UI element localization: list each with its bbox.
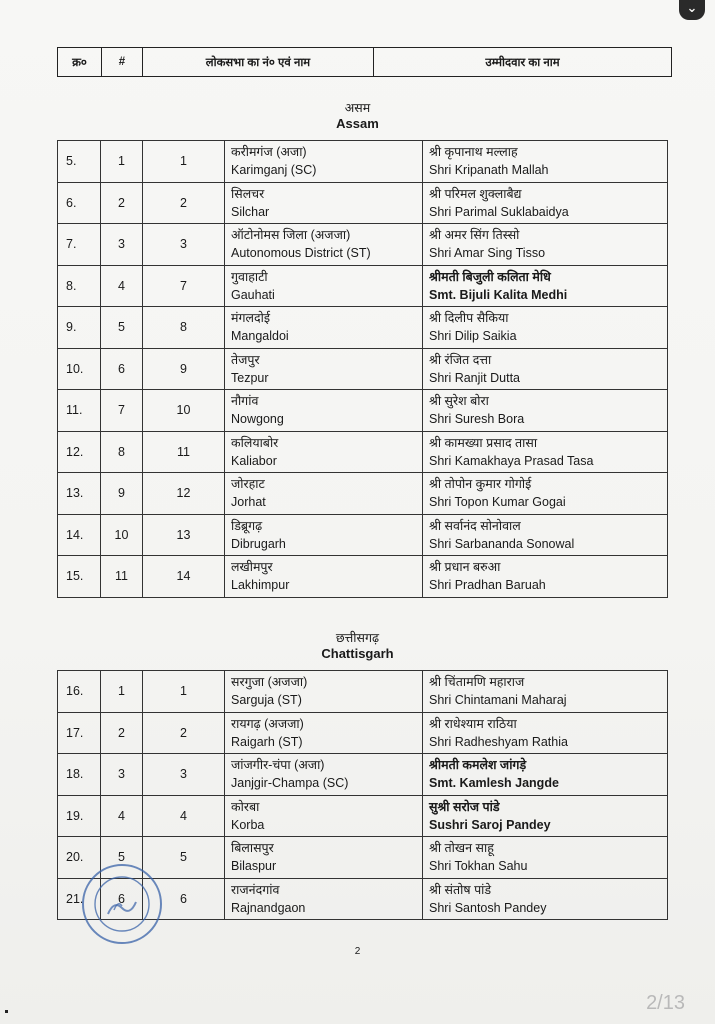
serial-number: 6. <box>66 195 77 210</box>
pc-number: 3 <box>180 767 187 782</box>
serial-number: 7. <box>66 237 77 252</box>
constituency-name-english: Korba <box>231 817 265 832</box>
constituency-name-hindi: ऑटोनोमस जिला (अजजा) <box>231 228 351 243</box>
table-row <box>58 182 668 224</box>
serial-number: 12. <box>66 444 84 459</box>
candidate-name-english: Smt. Kamlesh Jangde <box>429 776 559 791</box>
candidate-name-english: Shri Amar Sing Tisso <box>429 246 546 261</box>
table-row <box>58 795 668 837</box>
serial-number: 9. <box>66 320 77 335</box>
scan-mark <box>5 1010 8 1013</box>
candidate-name-hindi: श्री राधेश्याम राठिया <box>429 716 517 731</box>
candidate-name-english: Shri Kamakhaya Prasad Tasa <box>429 453 594 468</box>
constituency-name-hindi: रायगढ़ (अजजा) <box>231 716 304 731</box>
candidate-name-english: Shri Tokhan Sahu <box>429 859 528 874</box>
pc-number: 6 <box>180 891 187 906</box>
candidate-name-english: Sushri Saroj Pandey <box>429 817 551 832</box>
constituency-name-hindi: नौगांव <box>231 394 259 409</box>
constituency-name-english: Bilaspur <box>231 859 277 874</box>
state-index: 10 <box>114 527 129 542</box>
constituency-name-hindi: जांजगीर-चंपा (अजा) <box>231 758 325 773</box>
candidate-cell <box>423 754 668 796</box>
candidate-name-hindi: श्री सुरेश बोरा <box>429 394 489 409</box>
constituency-name-english: Kaliabor <box>231 453 277 468</box>
state-index-cell <box>101 795 143 837</box>
serial-number: 14. <box>66 527 84 542</box>
serial-number: 20. <box>66 850 84 865</box>
constituency-name-english: Nowgong <box>231 412 284 427</box>
constituency-name-hindi: बिलासपुर <box>231 841 274 856</box>
state-index-cell <box>101 473 143 515</box>
table-row <box>58 712 668 754</box>
candidate-name-hindi: श्री प्रधान बरुआ <box>429 560 501 575</box>
page-counter: 2/13 <box>646 992 685 1014</box>
constituency-cell <box>225 348 423 390</box>
section-title-hindi: असम <box>344 101 371 115</box>
constituency-name-english: Sarguja (ST) <box>231 693 302 708</box>
state-index: 7 <box>118 403 125 418</box>
state-index-cell <box>101 556 143 598</box>
constituency-name-hindi: राजनंदगांव <box>231 882 280 897</box>
candidate-name-hindi: श्री दिलीप सैकिया <box>429 311 509 326</box>
constituency-name-english: Rajnandgaon <box>231 900 306 915</box>
constituency-cell <box>225 556 423 598</box>
constituency-cell <box>225 224 423 266</box>
candidate-cell <box>423 837 668 879</box>
candidate-cell <box>423 431 668 473</box>
candidate-cell <box>423 514 668 556</box>
candidate-table-assam <box>57 140 668 598</box>
pc-number: 11 <box>177 444 190 459</box>
constituency-name-english: Mangaldoi <box>231 329 289 344</box>
state-index-cell <box>101 224 143 266</box>
state-index: 6 <box>118 361 125 376</box>
candidate-name-hindi: श्रीमती बिजुली कलिता मेधि <box>429 269 551 284</box>
state-index: 4 <box>118 278 125 293</box>
state-index: 8 <box>118 444 125 459</box>
candidate-name-hindi: श्री अमर सिंग तिस्सो <box>429 228 520 243</box>
candidate-name-english: Shri Radheshyam Rathia <box>429 734 568 749</box>
serial-number: 18. <box>66 767 84 782</box>
serial-cell <box>58 182 101 224</box>
serial-cell <box>58 473 101 515</box>
pc-number: 1 <box>180 154 187 169</box>
candidate-cell <box>423 671 668 713</box>
serial-cell <box>58 265 101 307</box>
candidate-cell <box>423 878 668 920</box>
pc-number: 12 <box>176 486 191 501</box>
constituency-cell <box>225 473 423 515</box>
candidate-name-english: Shri Topon Kumar Gogai <box>429 495 566 510</box>
constituency-name-hindi: कोरबा <box>231 799 260 814</box>
candidate-cell <box>423 390 668 432</box>
constituency-cell <box>225 878 423 920</box>
table-row <box>58 224 668 266</box>
constituency-name-hindi: डिब्रूगढ़ <box>231 518 263 533</box>
constituency-cell <box>225 141 423 183</box>
constituency-name-english: Janjgir-Champa (SC) <box>231 776 349 791</box>
serial-cell <box>58 514 101 556</box>
header-hash: # <box>102 48 143 77</box>
section-title-hindi: छत्तीसगढ़ <box>335 631 380 645</box>
chevron-down-icon[interactable]: ⌄ <box>679 0 705 20</box>
state-index-cell <box>101 514 143 556</box>
candidate-cell <box>423 348 668 390</box>
section-title-english: Chattisgarh <box>321 646 394 661</box>
header-serial: क्र० <box>58 48 102 77</box>
column-header-table <box>57 47 672 77</box>
constituency-cell <box>225 837 423 879</box>
table-row <box>58 754 668 796</box>
table-row <box>58 307 668 349</box>
constituency-cell <box>225 671 423 713</box>
constituency-cell <box>225 795 423 837</box>
table-row <box>58 431 668 473</box>
serial-number: 19. <box>66 808 84 823</box>
pc-number-cell <box>143 754 225 796</box>
candidate-name-english: Shri Kripanath Mallah <box>429 163 549 178</box>
table-row <box>58 514 668 556</box>
state-index: 6 <box>118 891 125 906</box>
serial-cell <box>58 390 101 432</box>
serial-cell <box>58 556 101 598</box>
candidate-name-hindi: श्री कामख्या प्रसाद तासा <box>429 435 538 450</box>
pc-number-cell <box>143 473 225 515</box>
serial-number: 15. <box>66 569 84 584</box>
section-title-chhattisgarh <box>0 630 715 662</box>
candidate-cell <box>423 224 668 266</box>
serial-cell <box>58 141 101 183</box>
state-index-cell <box>101 182 143 224</box>
serial-cell <box>58 712 101 754</box>
candidate-name-english: Shri Parimal Suklabaidya <box>429 204 569 219</box>
party-seal-stamp <box>80 862 164 946</box>
pc-number: 3 <box>180 237 187 252</box>
state-index: 1 <box>118 154 125 169</box>
candidate-name-english: Shri Dilip Saikia <box>429 329 517 344</box>
constituency-name-hindi: गुवाहाटी <box>231 269 268 284</box>
pc-number-cell <box>143 390 225 432</box>
state-index: 5 <box>118 850 125 865</box>
constituency-cell <box>225 514 423 556</box>
header-constituency: लोकसभा का नं० एवं नाम <box>143 48 374 77</box>
constituency-cell <box>225 182 423 224</box>
constituency-name-hindi: जोरहाट <box>231 477 265 492</box>
candidate-name-hindi: श्री परिमल शुक्लाबैद्य <box>429 186 522 201</box>
serial-number: 21. <box>66 891 84 906</box>
candidate-cell <box>423 795 668 837</box>
pc-number: 2 <box>180 195 187 210</box>
state-index-cell <box>101 390 143 432</box>
serial-number: 17. <box>66 725 84 740</box>
constituency-name-hindi: तेजपुर <box>231 352 260 367</box>
state-index: 2 <box>118 725 125 740</box>
serial-cell <box>58 671 101 713</box>
pc-number-cell <box>143 224 225 266</box>
pc-number-cell <box>143 307 225 349</box>
candidate-cell <box>423 141 668 183</box>
constituency-cell <box>225 431 423 473</box>
state-index-cell <box>101 348 143 390</box>
page-number: 2 <box>354 946 361 957</box>
candidate-name-english: Smt. Bijuli Kalita Medhi <box>429 287 568 302</box>
constituency-cell <box>225 712 423 754</box>
candidate-cell <box>423 712 668 754</box>
constituency-name-english: Silchar <box>231 204 270 219</box>
constituency-name-english: Karimganj (SC) <box>231 163 317 178</box>
serial-number: 5. <box>66 154 77 169</box>
constituency-name-hindi: सिलचर <box>231 186 265 201</box>
constituency-name-english: Jorhat <box>231 495 266 510</box>
state-index-cell <box>101 712 143 754</box>
state-index: 3 <box>118 767 125 782</box>
serial-cell <box>58 224 101 266</box>
constituency-name-english: Tezpur <box>231 370 269 385</box>
table-row <box>58 141 668 183</box>
pc-number-cell <box>143 141 225 183</box>
pc-number: 1 <box>180 684 187 699</box>
serial-cell <box>58 754 101 796</box>
candidate-cell <box>423 265 668 307</box>
candidate-name-english: Shri Santosh Pandey <box>429 900 547 915</box>
candidate-name-hindi: श्रीमती कमलेश जांगड़े <box>429 758 527 773</box>
pc-number-cell <box>143 556 225 598</box>
state-index-cell <box>101 307 143 349</box>
serial-number: 16. <box>66 684 84 699</box>
serial-cell <box>58 348 101 390</box>
candidate-name-english: Shri Suresh Bora <box>429 412 525 427</box>
candidate-cell <box>423 556 668 598</box>
constituency-name-hindi: करीमगंज (अजा) <box>231 145 307 160</box>
pc-number: 10 <box>176 403 191 418</box>
pc-number-cell <box>143 514 225 556</box>
table-row <box>58 265 668 307</box>
serial-cell <box>58 431 101 473</box>
constituency-name-english: Autonomous District (ST) <box>231 246 371 261</box>
candidate-name-english: Shri Pradhan Baruah <box>429 578 546 593</box>
candidate-cell <box>423 307 668 349</box>
candidate-name-hindi: श्री कृपानाथ मल्लाह <box>429 145 518 160</box>
state-index-cell <box>101 265 143 307</box>
serial-cell <box>58 795 101 837</box>
pc-number: 7 <box>180 278 187 293</box>
constituency-name-hindi: मंगलदोई <box>231 311 271 326</box>
state-index: 9 <box>118 486 125 501</box>
serial-number: 8. <box>66 278 77 293</box>
candidate-cell <box>423 473 668 515</box>
constituency-cell <box>225 754 423 796</box>
serial-number: 13. <box>66 486 84 501</box>
pc-number-cell <box>143 182 225 224</box>
constituency-cell <box>225 265 423 307</box>
section-title-assam <box>0 100 715 132</box>
constituency-cell <box>225 307 423 349</box>
state-index: 11 <box>115 569 128 584</box>
header-candidate: उम्मीदवार का नाम <box>374 48 672 77</box>
pc-number-cell <box>143 712 225 754</box>
candidate-name-hindi: श्री रंजित दत्ता <box>429 352 492 367</box>
state-index: 4 <box>118 808 125 823</box>
candidate-name-hindi: श्री चिंतामणि महाराज <box>429 675 525 690</box>
state-index-cell <box>101 141 143 183</box>
serial-number: 10. <box>66 361 84 376</box>
table-row <box>58 473 668 515</box>
constituency-name-hindi: कलियाबोर <box>231 435 279 450</box>
candidate-name-english: Shri Ranjit Dutta <box>429 370 521 385</box>
pc-number-cell <box>143 265 225 307</box>
pc-number: 2 <box>180 725 187 740</box>
pc-number: 13 <box>176 527 191 542</box>
constituency-cell <box>225 390 423 432</box>
constituency-name-english: Raigarh (ST) <box>231 734 303 749</box>
pc-number-cell <box>143 795 225 837</box>
candidate-name-hindi: श्री तोखन साहू <box>429 841 494 856</box>
state-index: 5 <box>118 320 125 335</box>
state-index-cell <box>101 671 143 713</box>
pc-number: 9 <box>180 361 187 376</box>
pc-number-cell <box>143 671 225 713</box>
table-row <box>58 671 668 713</box>
state-index: 2 <box>118 195 125 210</box>
constituency-name-hindi: लखीमपुर <box>231 560 273 575</box>
constituency-name-english: Gauhati <box>231 287 275 302</box>
constituency-name-hindi: सरगुजा (अजजा) <box>231 675 308 690</box>
candidate-cell <box>423 182 668 224</box>
state-index-cell <box>101 754 143 796</box>
table-row <box>58 556 668 598</box>
candidate-name-hindi: श्री सर्वानंद सोनोवाल <box>429 518 521 533</box>
pc-number-cell <box>143 431 225 473</box>
pc-number: 5 <box>180 850 187 865</box>
candidate-name-english: Shri Sarbananda Sonowal <box>429 536 575 551</box>
candidate-name-hindi: श्री तोपोन कुमार गोगोई <box>429 477 532 492</box>
section-title-english: Assam <box>336 116 379 131</box>
candidate-name-english: Shri Chintamani Maharaj <box>429 693 567 708</box>
state-index: 3 <box>118 237 125 252</box>
serial-number: 11. <box>66 403 83 418</box>
serial-cell <box>58 307 101 349</box>
candidate-name-hindi: श्री संतोष पांडे <box>429 882 492 897</box>
pc-number: 8 <box>180 320 187 335</box>
constituency-name-english: Lakhimpur <box>231 578 290 593</box>
state-index: 1 <box>118 684 125 699</box>
pc-number: 14 <box>176 569 191 584</box>
state-index-cell <box>101 431 143 473</box>
table-row <box>58 390 668 432</box>
table-row <box>58 348 668 390</box>
candidate-name-hindi: सुश्री सरोज पांडे <box>429 799 500 814</box>
constituency-name-english: Dibrugarh <box>231 536 286 551</box>
pc-number: 4 <box>180 808 187 823</box>
pc-number-cell <box>143 348 225 390</box>
